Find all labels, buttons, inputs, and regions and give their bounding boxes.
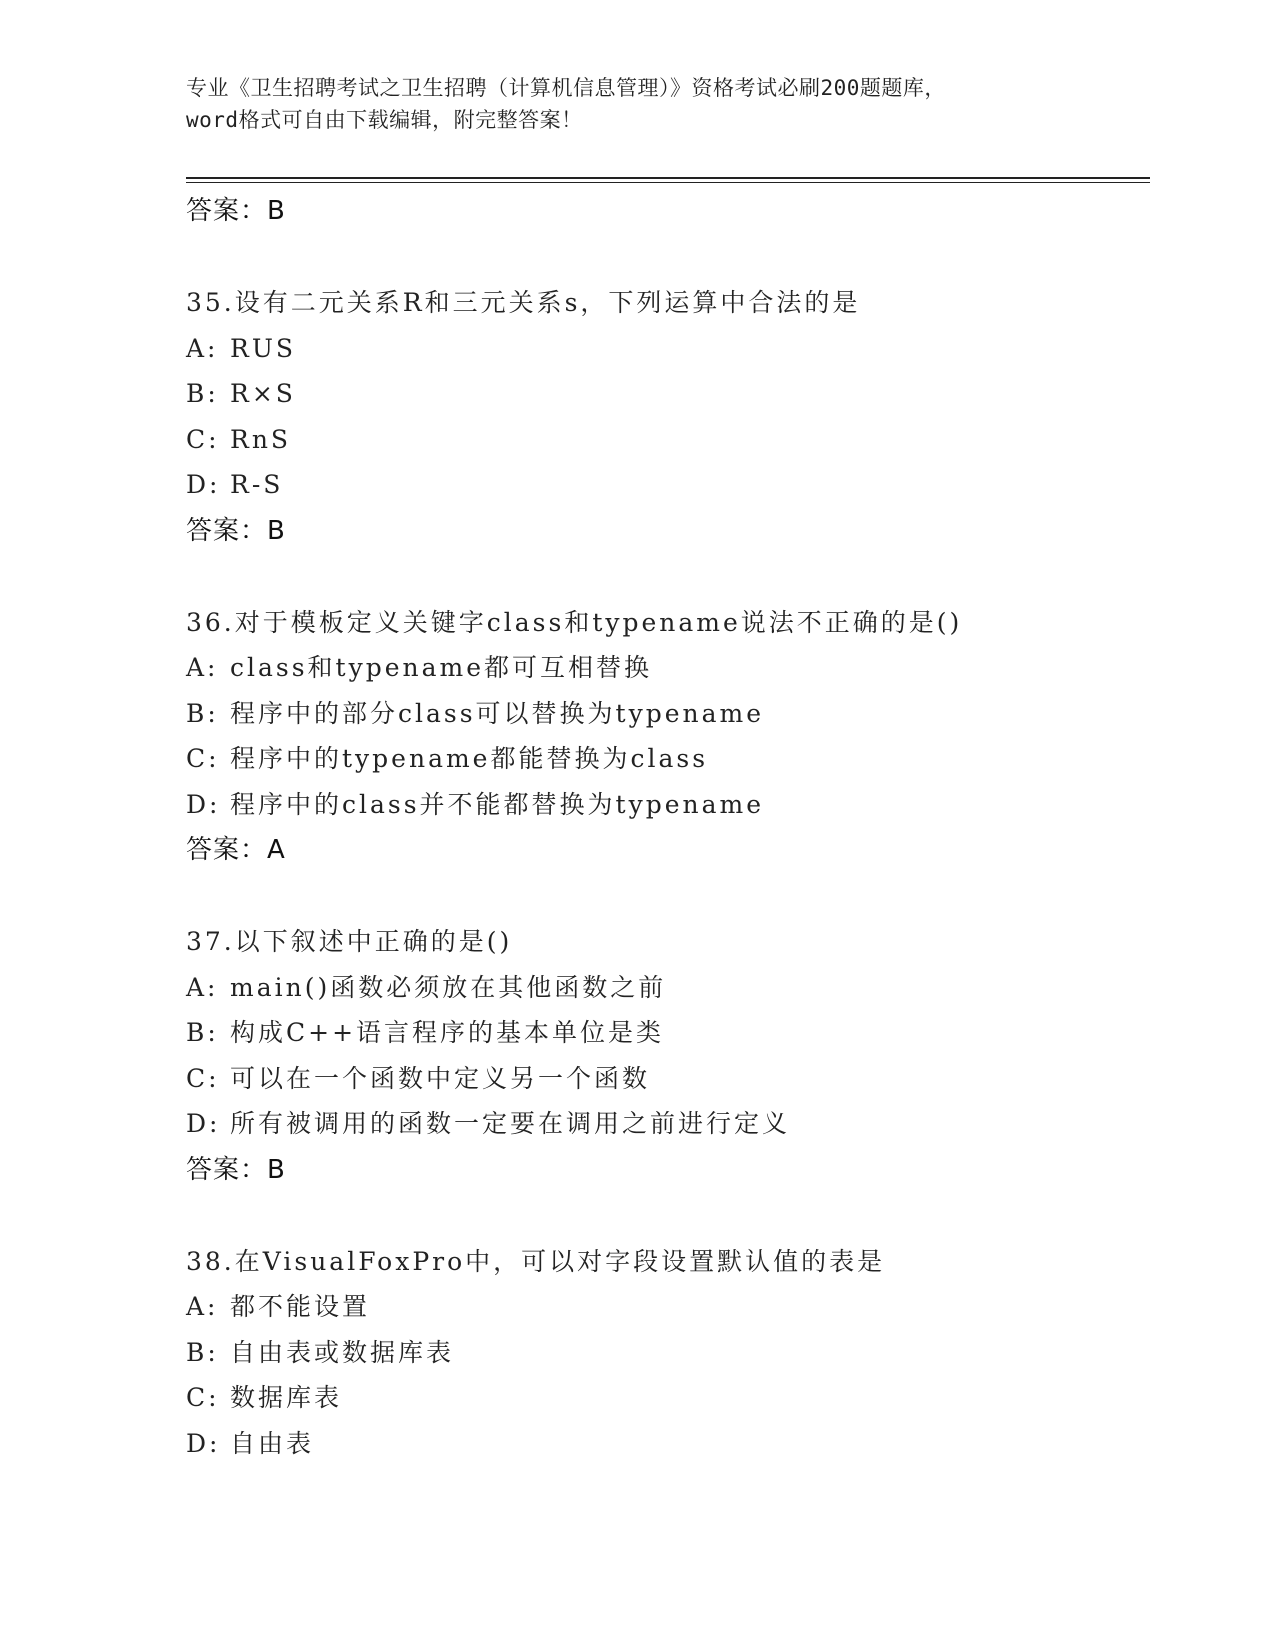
option-d (186, 1101, 1146, 1147)
option-letter: C: (186, 744, 220, 773)
option-letter: C: (186, 1383, 220, 1412)
option-text: 可以在一个函数中定义另一个函数 (230, 1063, 651, 1093)
question-number: 37. (186, 927, 235, 956)
question-number: 36. (186, 607, 235, 637)
question-item (186, 919, 1146, 1193)
option-text: 自由表 (230, 1428, 315, 1458)
option-b (186, 1330, 1146, 1376)
option-letter: B: (186, 1337, 219, 1367)
option-letter: D: (186, 1109, 221, 1138)
option-text: 程序中的typename都能替换为class (230, 744, 709, 773)
option-a (186, 1284, 1146, 1330)
option-text: 构成C++语言程序的基本单位是类 (230, 1018, 665, 1047)
question-stem (186, 600, 1146, 646)
option-a (186, 965, 1146, 1011)
header-double-rule (186, 177, 1150, 183)
question-stem (186, 1239, 1146, 1285)
spacer (186, 554, 1146, 600)
answer-line: 答案：B (186, 196, 286, 226)
option-letter: C: (186, 1063, 220, 1093)
header-line-2: word格式可自由下载编辑，附完整答案！ (186, 108, 583, 132)
option-d (186, 1421, 1146, 1467)
question-item (186, 280, 1146, 554)
question-text: 以下叙述中正确的是() (234, 927, 513, 956)
answer-line: 答案：B (186, 1154, 286, 1185)
answer-line: 答案：B (186, 515, 286, 546)
question-text: 设有二元关系R和三元关系s，下列运算中合法的是 (234, 288, 861, 317)
option-text: R×S (230, 379, 296, 408)
option-c (186, 1056, 1146, 1102)
option-text: main()函数必须放在其他函数之前 (230, 972, 667, 1002)
question-number: 38. (186, 1246, 235, 1276)
option-text: class和typename都可互相替换 (230, 653, 653, 682)
option-text: RUS (230, 333, 297, 363)
option-a (186, 326, 1146, 372)
option-letter: D: (186, 1428, 221, 1458)
question-list (186, 188, 1146, 1466)
option-b (186, 691, 1146, 737)
option-letter: A: (186, 972, 219, 1002)
option-b (186, 1010, 1146, 1056)
option-letter: B: (186, 1018, 219, 1047)
option-letter: D: (186, 789, 221, 819)
option-text: R-S (230, 470, 284, 499)
option-text: 都不能设置 (230, 1292, 371, 1321)
option-text: 程序中的部分class可以替换为typename (230, 698, 765, 728)
header-line-1: 专业《卫生招聘考试之卫生招聘（计算机信息管理）》资格考试必刷200题题库， (186, 76, 946, 100)
option-letter: A: (186, 653, 219, 682)
question-item (186, 1239, 1146, 1467)
option-letter: A: (186, 1292, 219, 1321)
option-letter: B: (186, 379, 219, 408)
spacer (186, 234, 1146, 280)
question-text: 在VisualFoxPro中，可以对字段设置默认值的表是 (234, 1246, 886, 1276)
option-letter: C: (186, 424, 220, 454)
page-header (186, 72, 1086, 136)
option-c (186, 1375, 1146, 1421)
option-c (186, 417, 1146, 463)
option-d (186, 462, 1146, 508)
question-number: 35. (186, 288, 235, 317)
option-text: 数据库表 (230, 1383, 343, 1412)
option-c (186, 736, 1146, 782)
option-d (186, 782, 1146, 828)
question-text: 对于模板定义关键字class和typename说法不正确的是() (234, 607, 963, 637)
question-stem (186, 280, 1146, 326)
question-stem (186, 919, 1146, 965)
option-text: RnS (230, 424, 292, 454)
spacer (186, 1193, 1146, 1239)
option-a (186, 645, 1146, 691)
option-letter: D: (186, 470, 221, 499)
question-item (186, 600, 1146, 874)
option-b (186, 371, 1146, 417)
option-text: 自由表或数据库表 (230, 1337, 455, 1367)
option-letter: B: (186, 698, 219, 728)
option-text: 所有被调用的函数一定要在调用之前进行定义 (230, 1109, 791, 1138)
option-text: 程序中的class并不能都替换为typename (230, 789, 765, 819)
spacer (186, 873, 1146, 919)
option-letter: A: (186, 333, 219, 363)
answer-line: 答案：A (186, 835, 286, 865)
